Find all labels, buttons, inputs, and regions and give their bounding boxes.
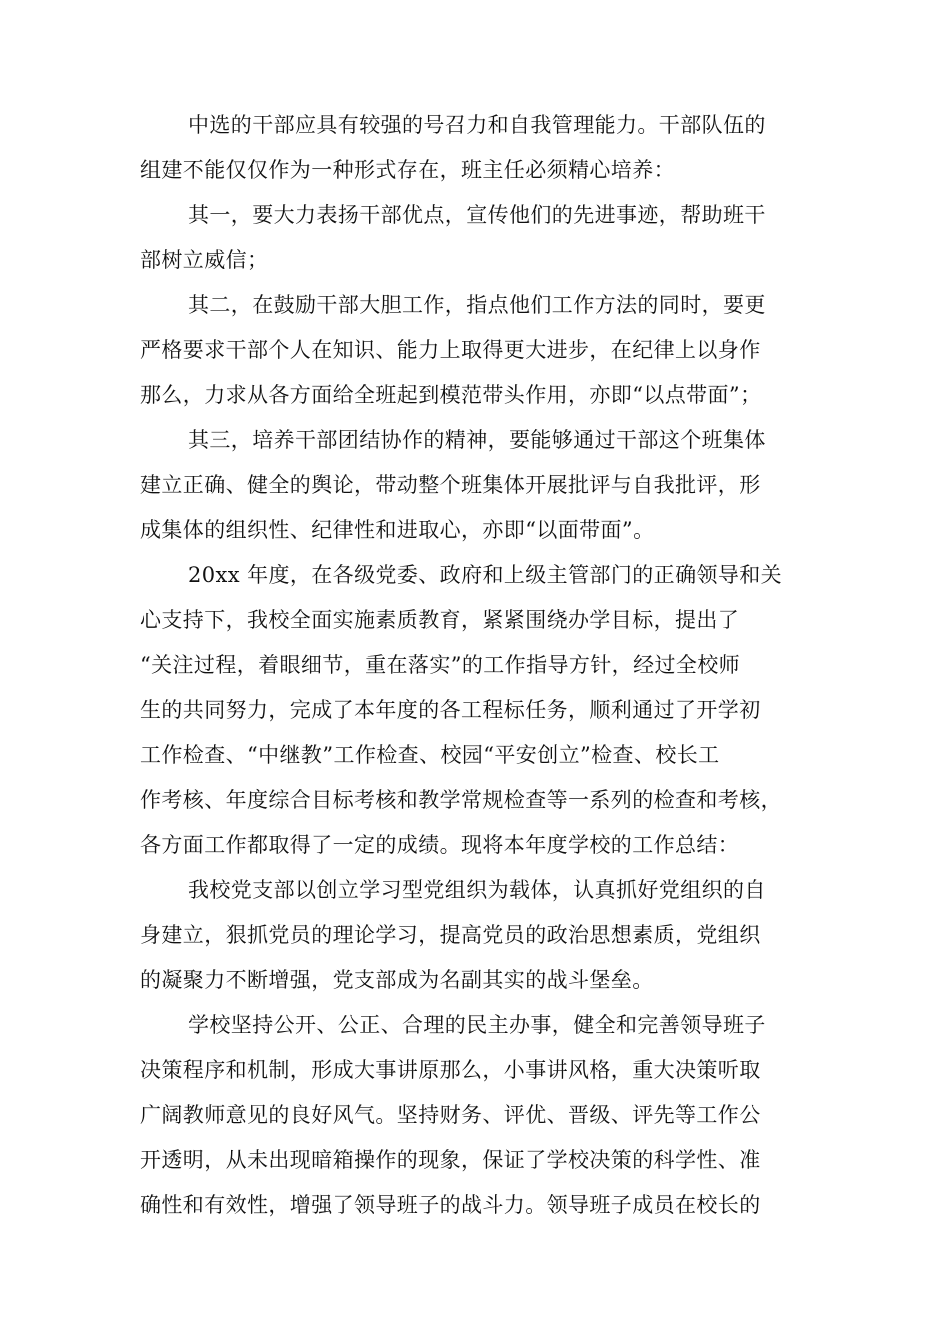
paragraph-first-line: 中选的干部应具有较强的号召力和自我管理能力。干部队伍的 [188,113,766,137]
paragraph-line: 作考核、年度综合目标考核和教学常规检查等一系列的检查和考核， [140,788,782,812]
paragraph-first-line: 20xx 年度，在各级党委、政府和上级主管部门的正确领导和关 [188,563,783,587]
paragraph-line: 的凝聚力不断增强，党支部成为名副其实的战斗堡垒。 [140,968,654,992]
paragraph-line: 成集体的组织性、纪律性和进取心，亦即“以面带面”。 [140,518,655,542]
paragraph-line: 那么，力求从各方面给全班起到模范带头作用，亦即“以点带面”； [140,383,762,407]
paragraph-line: 生的共同努力，完成了本年度的各工程标任务，顺利通过了开学初 [140,698,761,722]
paragraph-line: 组建不能仅仅作为一种形式存在，班主任必须精心培养： [140,158,675,182]
paragraph-line: 身建立，狠抓党员的理论学习，提高党员的政治思想素质，党组织 [140,923,761,947]
paragraph-line: 广阔教师意见的良好风气。坚持财务、评优、晋级、评先等工作公 [140,1103,761,1127]
paragraph-first-line: 学校坚持公开、公正、合理的民主办事，健全和完善领导班子 [188,1013,766,1037]
paragraph-first-line: 我校党支部以创立学习型党组织为载体，认真抓好党组织的自 [188,878,766,902]
paragraph-line: 建立正确、健全的舆论，带动整个班集体开展批评与自我批评，形 [140,473,761,497]
paragraph-line: 开透明，从未出现暗箱操作的现象，保证了学校决策的科学性、准 [140,1148,761,1172]
paragraph-line: 各方面工作都取得了一定的成绩。现将本年度学校的工作总结： [140,833,740,857]
paragraph-first-line: 其一，要大力表扬干部优点，宣传他们的先进事迹，帮助班干 [188,203,766,227]
paragraph-line: “关注过程，着眼细节，重在落实”的工作指导方针，经过全校师 [140,653,741,677]
paragraph-first-line: 其二，在鼓励干部大胆工作，指点他们工作方法的同时，要更 [188,293,766,317]
paragraph-line: 部树立威信； [140,248,269,272]
paragraph-line: 决策程序和机制，形成大事讲原那么，小事讲风格，重大决策听取 [140,1058,761,1082]
paragraph-line: 确性和有效性，增强了领导班子的战斗力。领导班子成员在校长的 [140,1193,761,1217]
paragraph-first-line: 其三，培养干部团结协作的精神，要能够通过干部这个班集体 [188,428,766,452]
paragraph-line: 心支持下，我校全面实施素质教育，紧紧围绕办学目标，提出了 [140,608,740,632]
paragraph-line: 工作检查、“中继教”工作检查、校园“平安创立”检查、校长工 [140,743,720,767]
paragraph-line: 严格要求干部个人在知识、能力上取得更大进步，在纪律上以身作 [140,338,761,362]
